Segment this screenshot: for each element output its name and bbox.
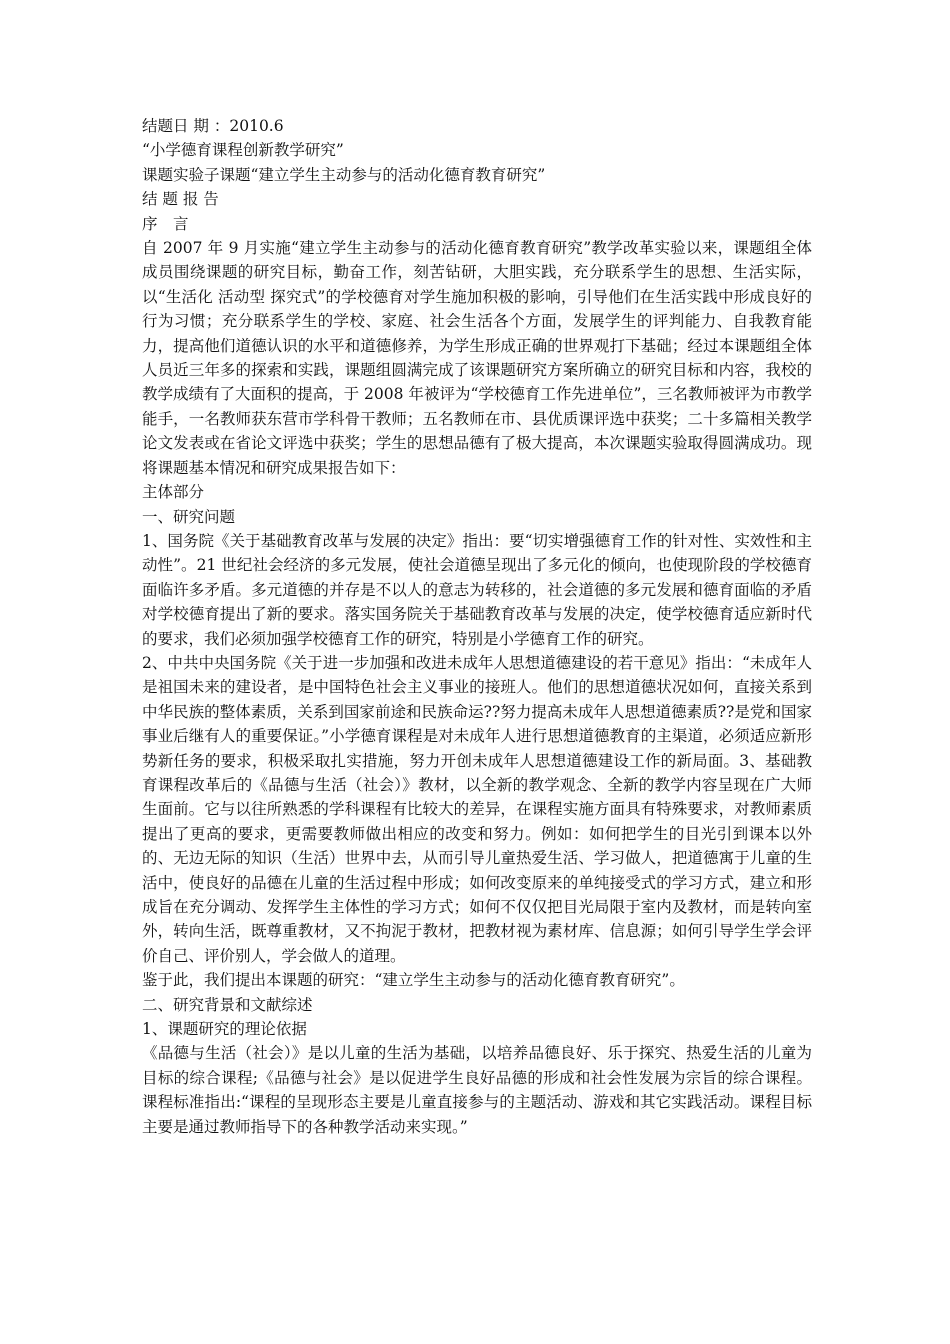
section2-subheading-1: 1、课题研究的理论依据 <box>142 1020 307 1039</box>
section1-paragraph-1: 1、国务院《关于基础教育改革与发展的决定》指出：要“切实增强德育工作的针对性、实效性和主动性”。21 世纪社会经济的多元发展，使社会道德呈现出了多元化的倾向，也使现阶段的学校德育面临许多矛盾。多元道德的并存是不以人的意志为转移的，社会道德的多元发展和德育面临的矛盾对学校德育提出了新的要求。落实国务院关于基础教育改革与发展的决定，使学校德育适应新时代的要求，我们必须加强学校德育工作的研究，特别是小学德育工作的研究。 <box>142 531 812 648</box>
project-title: “小学德育课程创新教学研究” <box>142 141 344 160</box>
end-date: 结题日 期 ：2010.6 <box>142 117 284 135</box>
main-heading: 主体部分 <box>142 483 205 502</box>
section1-conclusion: 鉴于此，我们提出本课题的研究：“建立学生主动参与的活动化德育教育研究”。 <box>142 971 685 990</box>
section1-paragraph-2: 2、中共中央国务院《关于进一步加强和改进未成年人思想道德建设的若干意见》指出：“未成年人是祖国未来的建设者，是中国特色社会主义事业的接班人。他们的思想道德状况如何，直接关系到中华民族的整体素质，关系到国家前途和民族命运??努力提高未成年人思想道德素质??是党和国家事业后继有人的重要保证。”小学德育课程是对未成年人进行思想道德教育的主渠道，必须适应新形势新任务的要求，积极采取扎实措施，努力开创未成年人思想道德建设工作的新局面。3、基础教育课程改革后的《品德与生活（社会）》教材，以全新的教学观念、全新的教学内容呈现在广大师生面前。它与以往所熟悉的学科课程有比较大的差异，在课程实施方面具有特殊要求，对教师素质提出了更高的要求，更需要教师做出相应的改变和努力。例如：如何把学生的目光引到课本以外的、无边无际的知识（生活）世界中去，从而引导儿童热爱生活、学习做人，把道德寓于儿童的生活中，使良好的品德在儿童的生活过程中形成；如何改变原来的单纯接受式的学习方式，建立和形成旨在充分调动、发挥学生主体性的学习方式；如何不仅仅把目光局限于室内及教材，而是转向室外，转向生活，既尊重教材，又不拘泥于教材，把教材视为素材库、信息源；如何引导学生学会评价自己、评价别人，学会做人的道理。 <box>142 653 812 965</box>
section2-paragraph-1: 《品德与生活（社会）》是以儿童的生活为基础，以培养品德良好、乐于探究、热爱生活的儿童为目标的综合课程;《品德与社会》是以促进学生良好品德的形成和社会性发展为宗旨的综合课程。课程标准指出:“课程的呈现形态主要是儿童直接参与的主题活动、游戏和其它实践活动。课程目标主要是通过教师指导下的各种教学活动来实现。” <box>142 1044 812 1136</box>
preface-heading: 序 言 <box>142 214 189 233</box>
section2-heading: 二、研究背景和文献综述 <box>142 995 313 1014</box>
section1-heading: 一、研究问题 <box>142 507 236 526</box>
document-page <box>142 114 812 1139</box>
subproject-title: 课题实验子课题“建立学生主动参与的活动化德育教育研究” <box>142 165 546 184</box>
preface-paragraph: 自 2007 年 9 月实施“建立学生主动参与的活动化德育教育研究”教学改革实验以来，课题组全体成员围绕课题的研究目标，勤奋工作，刻苦钻研，大胆实践，充分联系学生的思想、生活实际，以“生活化 活动型 探究式”的学校德育对学生施加积极的影响，引导他们在生活实践中形成良好的行为习惯；充分联系学生的学校、家庭、社会生活各个方面，发展学生的评判能力、自我教育能力，提高他们道德认识的水平和道德修养，为学生形成正确的世界观打下基础；经过本课题组全体人员近三年多的探索和实践，课题组圆满完成了该课题研究方案所确立的研究目标和内容，我校的教学成绩有了大面积的提高，于 2008 年被评为“学校德育工作先进单位”，三名教师被评为市教学能手，一名教师获东营市学科骨干教师；五名教师在市、县优质课评选中获奖；二十多篇相关教学论文发表或在省论文评选中获奖；学生的思想品德有了极大提高，本次课题实验取得圆满成功。现将课题基本情况和研究成果报告如下： <box>142 239 812 477</box>
report-heading: 结 题 报 告 <box>142 190 219 209</box>
